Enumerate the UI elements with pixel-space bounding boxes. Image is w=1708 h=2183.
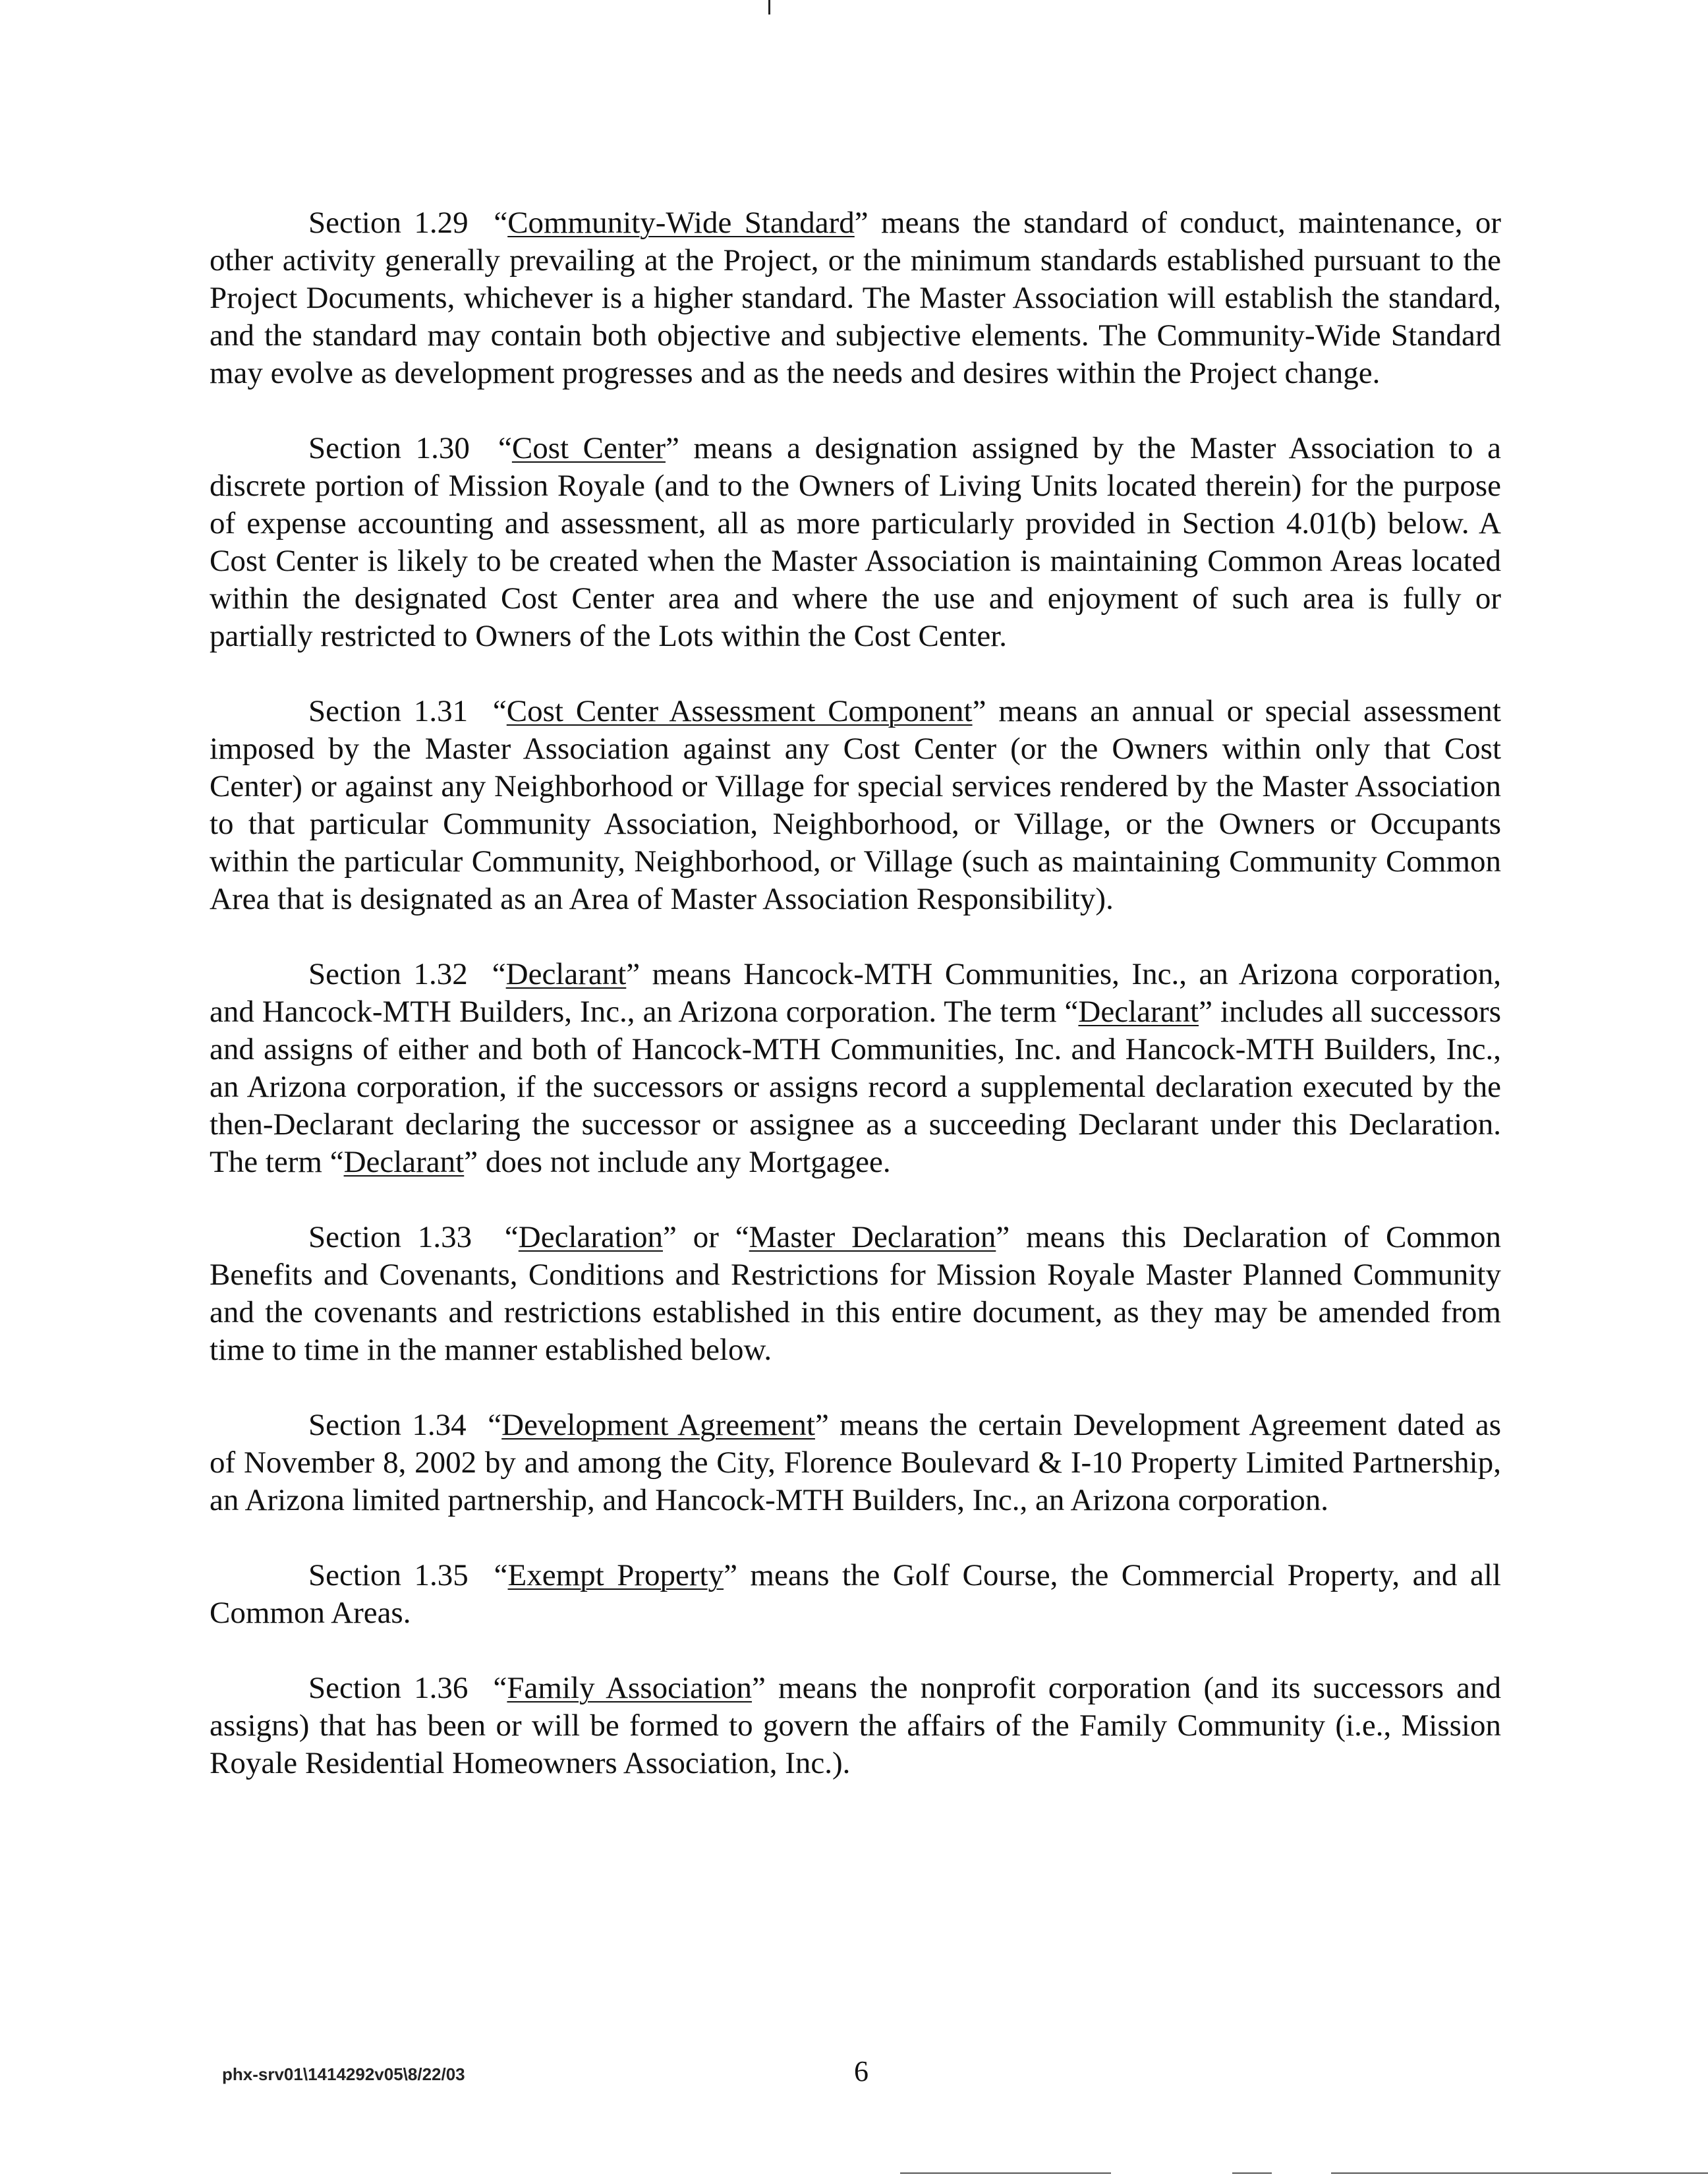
top-scan-mark [768,0,770,15]
section-body: means the Golf Course, the Commercial Property, and all Common Areas. [210,1558,1501,1630]
section-number: Section 1.35 [308,1558,469,1592]
defined-term: Community-Wide Standard [507,206,855,240]
defined-term: Master Declaration [749,1220,996,1254]
section-number: Section 1.30 [308,431,470,465]
defined-term: Development Agreement [501,1408,815,1442]
section-number: Section 1.36 [308,1671,469,1705]
section-number: Section 1.31 [308,694,469,728]
defined-term: Declarant [343,1145,465,1179]
section-body: means the certain Development Agreement dated as of November 8, 2002 by and among the City, Florence Boulevard & I-10 Property Limited Partnership, an Arizona limited partnership, and Hancock-MTH Builders, Inc., an Arizona corporation. [210,1408,1501,1517]
term-connector: or [676,1220,735,1254]
defined-term: Exempt Property [507,1558,724,1592]
section-body: does not include any Mortgagee. [478,1145,891,1179]
section-1-30: Section 1.30 “Cost Center” means a designation assigned by the Master Association to a discrete portion of Mission Royale (and to the Owners of Living Units located therein) for the purpose of expense accounting and assessment, all as more particularly provided in Section 4.01(b) below. A Cost Center is likely to be created when the Master Association is maintaining Common Areas located within the designated Cost Center area and where the use and enjoyment of such area is fully or partially restricted to Owners of the Lots within the Cost Center. [210,431,1501,653]
section-body: means a designation assigned by the Master Association to a discrete portion of Mission Royale (and to the Owners of Living Units located therein) for the purpose of expense accounting and assessment, all as more particularly provided in Section 4.01(b) below. A Cost Center is likely to be created when the Master Association is maintaining Common Areas located within the designated Cost Center area and where the use and enjoyment of such area is fully or partially restricted to Owners of the Lots within the Cost Center. [210,431,1501,653]
page-number: 6 [854,2055,868,2087]
section-number: Section 1.34 [308,1408,467,1442]
section-number: Section 1.32 [308,957,468,991]
bottom-scan-line [900,2172,1111,2174]
section-1-36: Section 1.36 “Family Association” means the nonprofit corporation (and its successors and assigns) that has been or will be formed to govern the affairs of the Family Community (i.e., Mission Royale Residential Homeowners Association, Inc.). [210,1671,1501,1780]
section-1-33: Section 1.33 “Declaration” or “Master Declaration” means this Declaration of Common Benefits and Covenants, Conditions and Restrictions for Mission Royale Master Planned Community and the covenants and restrictions established in this entire document, as they may be amended from time to time in the manner established below. [210,1220,1501,1367]
section-number: Section 1.33 [308,1220,472,1254]
defined-term: Cost Center [511,431,666,465]
document-id-footer: phx-srv01\1414292v05\8/22/03 [222,2064,465,2084]
section-1-29: Section 1.29 “Community-Wide Standard” means the standard of conduct, maintenance, or other activity generally prevailing at the Project, or the minimum standards established pursuant to the Project Documents, whichever is a higher standard. The Master Association will establish the standard, and the standard may contain both objective and subjective elements. The Community-Wide Standard may evolve as development progresses and as the needs and desires within the Project change. [210,206,1501,390]
section-body: means this Declaration of Common Benefits and Covenants, Conditions and Restrictions for Mission Royale Master Planned Community and the covenants and restrictions established in this entire document, as they may be amended from time to time in the manner established below. [210,1220,1501,1367]
defined-term: Declarant [505,957,627,991]
section-1-34: Section 1.34 “Development Agreement” means the certain Development Agreement dated as of November 8, 2002 by and among the City, Florence Boulevard & I-10 Property Limited Partnership, an Arizona limited partnership, and Hancock-MTH Builders, Inc., an Arizona corporation. [210,1408,1501,1517]
bottom-scan-line [1331,2172,1708,2174]
section-1-35: Section 1.35 “Exempt Property” means the Golf Course, the Commercial Property, and all Common Areas. [210,1558,1501,1630]
section-1-32: Section 1.32 “Declarant” means Hancock-MTH Communities, Inc., an Arizona corporation, and Hancock-MTH Builders, Inc., an Arizona corporation. The term “Declarant” includes all successors and assigns of either and both of Hancock-MTH Communities, Inc. and Hancock-MTH Builders, Inc., an Arizona corporation, if the successors or assigns record a supplemental declaration executed by the then-Declarant declaring the successor or assignee as a succeeding Declarant under this Declaration. The term “Declarant” does not include any Mortgagee. [210,957,1501,1179]
section-body: means the nonprofit corporation (and its successors and assigns) that has been or will be formed to govern the affairs of the Family Community (i.e., Mission Royale Residential Homeowners Association, Inc.). [210,1671,1501,1780]
section-body: means the standard of conduct, maintenance, or other activity generally prevailing at the Project, or the minimum standards established pursuant to the Project Documents, whichever is a higher standard. The Master Association will establish the standard, and the standard may contain both objective and subjective elements. The Community-Wide Standard may evolve as development progresses and as the needs and desires within the Project change. [210,206,1501,390]
bottom-scan-line [1232,2172,1272,2174]
defined-term: Declaration [518,1220,663,1254]
defined-term: Family Association [507,1671,753,1705]
section-1-31: Section 1.31 “Cost Center Assessment Component” means an annual or special assessment imposed by the Master Association against any Cost Center (or the Owners within only that Cost Center) or against any Neighborhood or Village for special services rendered by the Master Association to that particular Community Association, Neighborhood, or Village, or the Owners or Occupants within the particular Community, Neighborhood, or Village (such as maintaining Community Common Area that is designated as an Area of Master Association Responsibility). [210,694,1501,916]
section-number: Section 1.29 [308,206,469,240]
defined-term: Cost Center Assessment Component [506,694,973,728]
section-body: includes all successors and assigns of either and both of Hancock-MTH Communities, Inc. and Hancock-MTH Builders, Inc., an Arizona corporation, if the successors or assigns record a supplemental declaration executed by the then-Declarant declaring the successor or assignee as a succeeding Declarant under this Declaration. The term [210,995,1501,1179]
section-body: means Hancock-MTH Communities, Inc., an Arizona corporation, and Hancock-MTH Builders, Inc., an Arizona corporation. The term [210,957,1501,1029]
defined-term: Declarant [1078,995,1199,1029]
document-body [210,204,1501,1820]
section-body: means an annual or special assessment imposed by the Master Association against any Cost Center (or the Owners within only that Cost Center) or against any Neighborhood or Village for special services rendered by the Master Association to that particular Community Association, Neighborhood, or Village, or the Owners or Occupants within the particular Community, Neighborhood, or Village (such as maintaining Community Common Area that is designated as an Area of Master Association Responsibility). [210,694,1501,916]
